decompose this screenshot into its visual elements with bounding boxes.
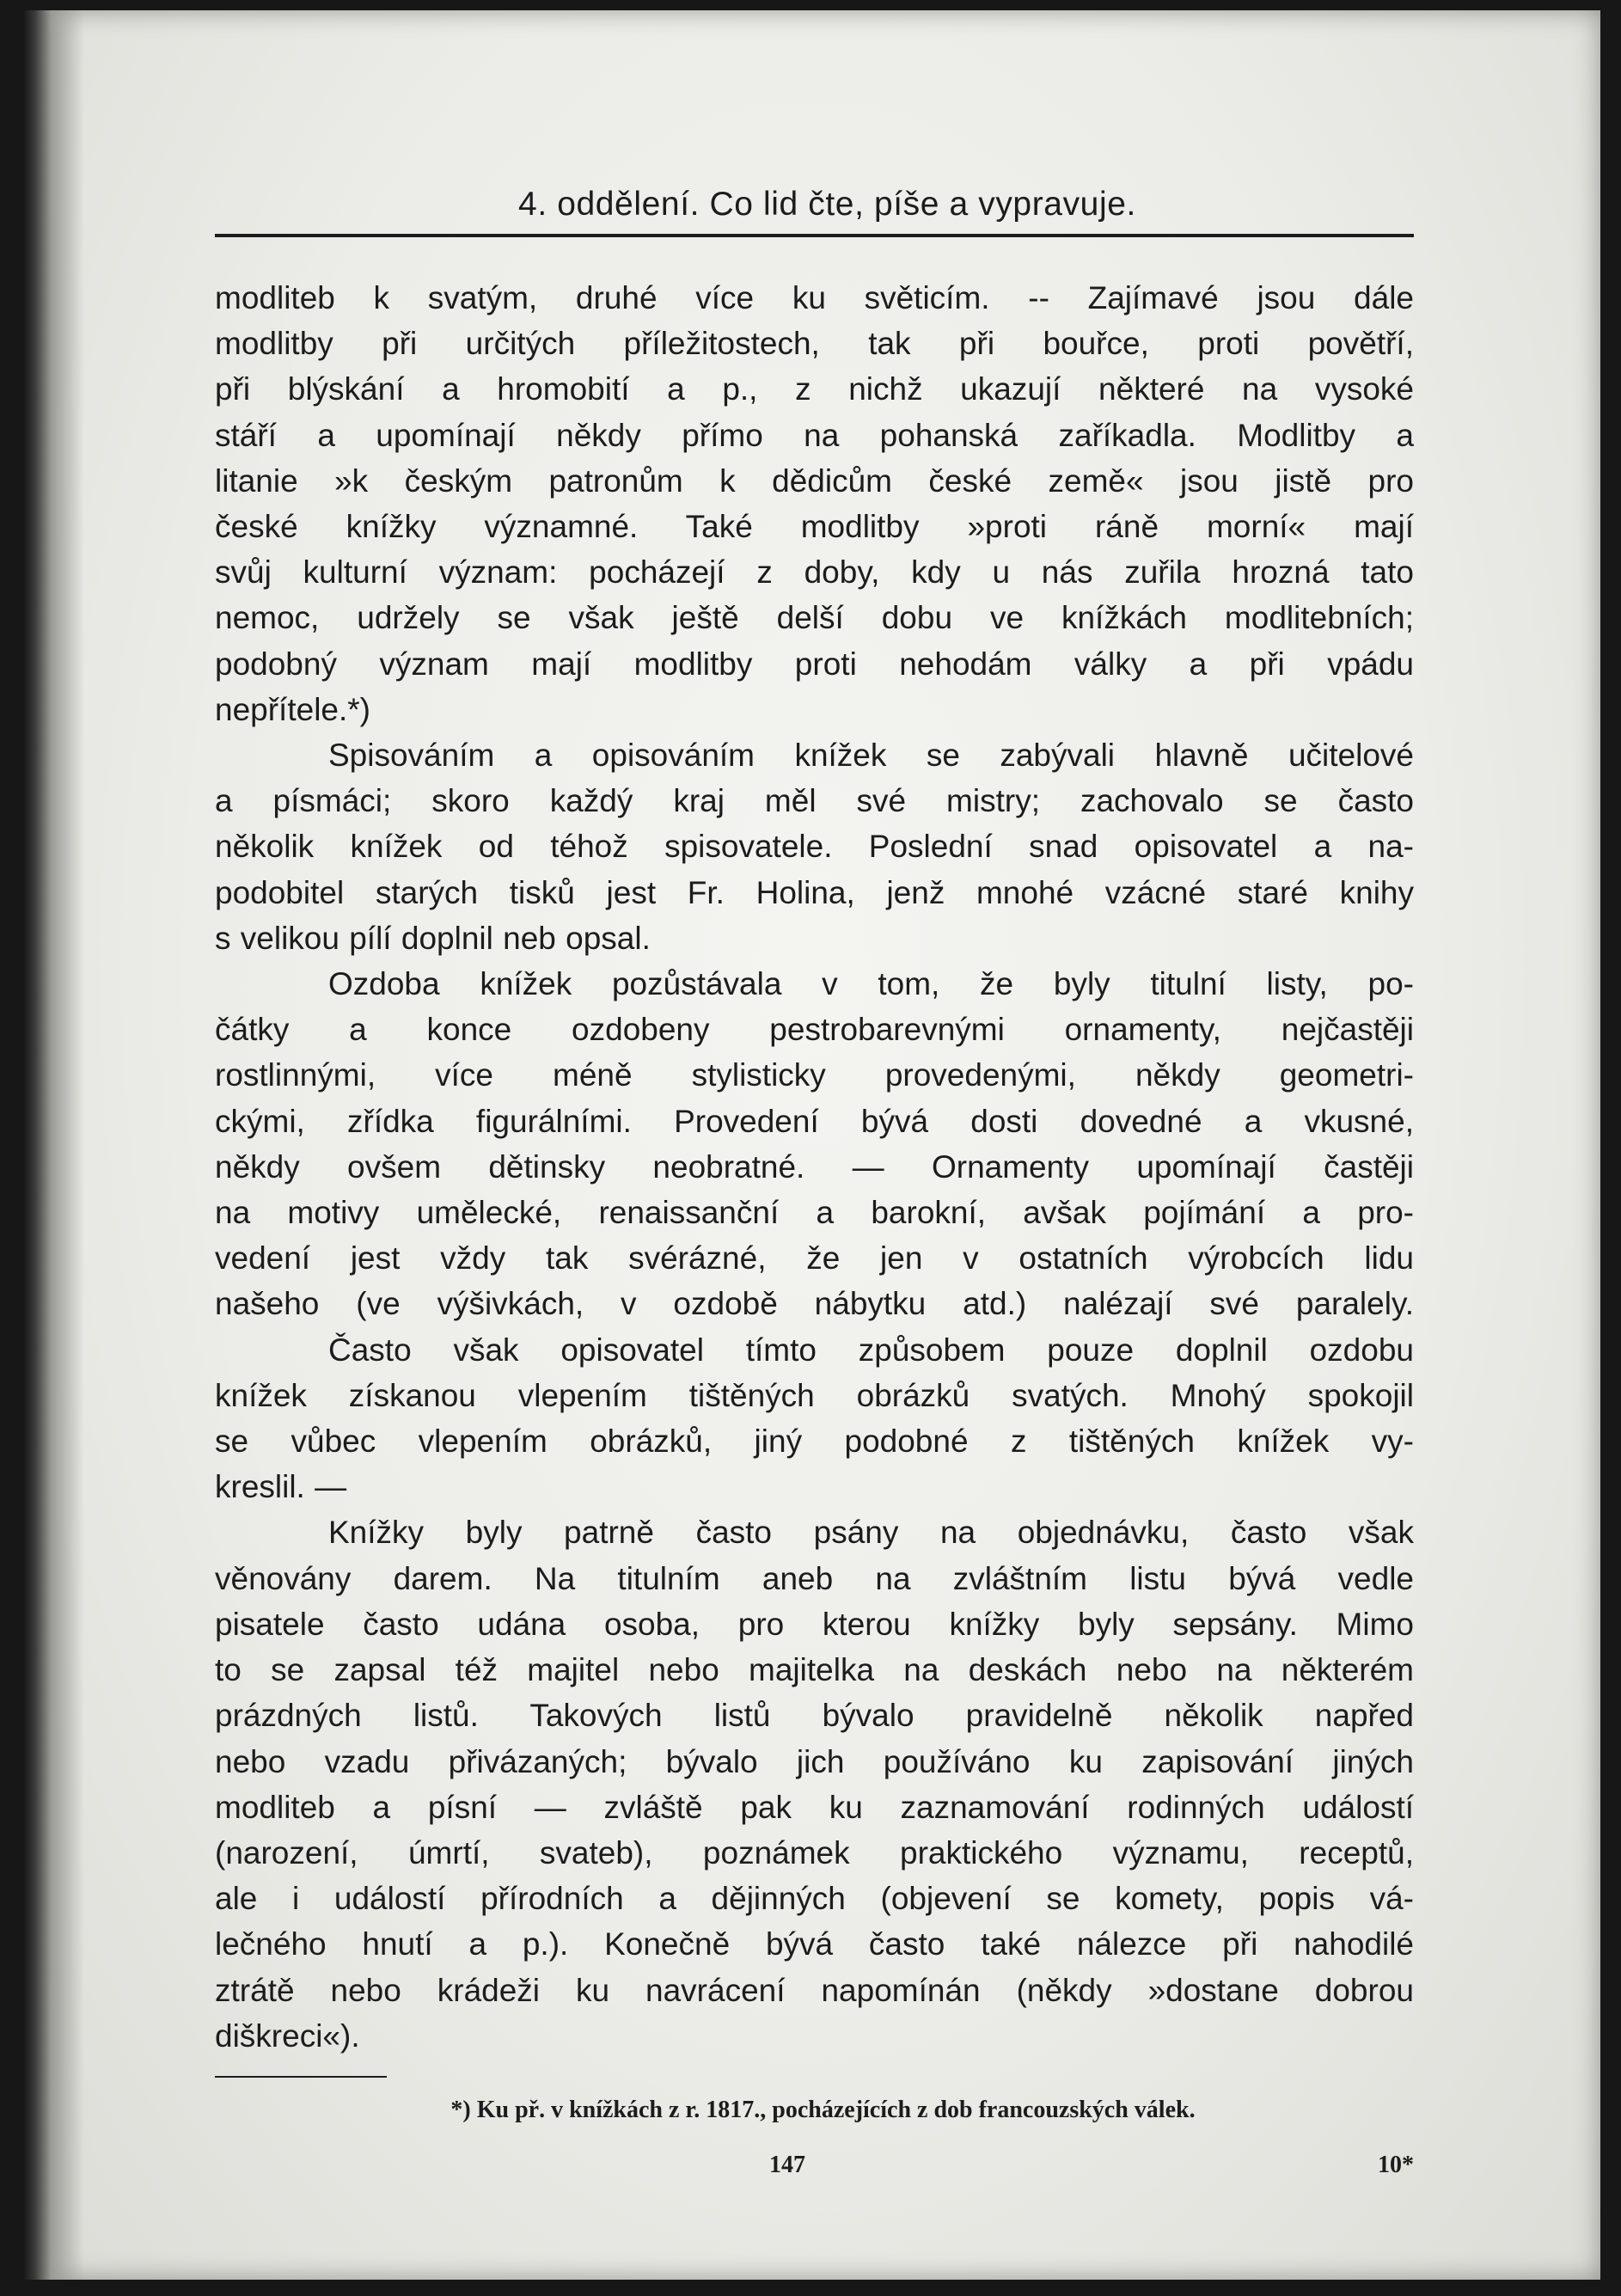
paragraph-start-line: Často však opisovatel tímto způsobem pouze doplnil ozdobu bbox=[328, 1332, 1414, 1368]
footnote-rule bbox=[215, 2076, 387, 2078]
text-line: s velikou pílí doplnil neb opsal. bbox=[215, 920, 651, 956]
body-text bbox=[215, 275, 1414, 2059]
text-line: litanie »k českým patronům k dědicům české země« jsou jistě pro bbox=[215, 462, 1414, 499]
page-footer bbox=[215, 2152, 1414, 2186]
page-body bbox=[215, 182, 1414, 2186]
text-line: podobitel starých tisků jest Fr. Holina, jenž mnohé vzácné staré knihy bbox=[215, 874, 1414, 910]
page-binding-edge bbox=[24, 10, 84, 2280]
text-line: české knížky významné. Také modlitby »proti ráně morní« mají bbox=[215, 509, 1414, 545]
text-line: pisatele často udána osoba, pro kterou knížky byly sepsány. Mimo bbox=[215, 1606, 1414, 1642]
paragraph-start-line: Spisováním a opisováním knížek se zabývali hlavně učitelové bbox=[328, 738, 1414, 774]
text-line: a písmáci; skoro každý kraj měl své mistry; zachovalo se často bbox=[215, 783, 1414, 819]
text-line: podobný význam mají modlitby proti nehodám války a při vpádu bbox=[215, 646, 1414, 682]
text-line: se vůbec vlepením obrázků, jiný podobné z tištěných knížek vy- bbox=[215, 1424, 1414, 1460]
text-line: modliteb k svatým, druhé více ku světicím. -- Zajímavé jsou dále bbox=[215, 280, 1414, 315]
text-line: ale i událostí přírodních a dějinných (objevení se komety, popis vá- bbox=[215, 1881, 1414, 1917]
scanned-page bbox=[24, 10, 1600, 2280]
text-line: kreslil. — bbox=[215, 1469, 347, 1505]
text-line: ztrátě nebo krádeži ku navrácení napomínán (někdy »dostane dobrou bbox=[215, 1972, 1414, 2008]
text-line: svůj kulturní význam: pocházejí z doby, kdy u nás zuřila hrozná tato bbox=[215, 554, 1414, 591]
header-rule bbox=[215, 234, 1414, 237]
text-line: lečného hnutí a p.). Konečně bývá často také nálezce při nahodilé bbox=[215, 1926, 1414, 1962]
text-line: nebo vzadu přivázaných; bývalo jich používáno ku zapisování jiných bbox=[215, 1743, 1414, 1779]
text-line: několik knížek od téhož spisovatele. Poslední snad opisovatel a na- bbox=[215, 829, 1414, 865]
text-line: vedení jest vždy tak svérázné, že jen v ostatních výrobcích lidu bbox=[215, 1240, 1414, 1277]
text-line: někdy ovšem dětinsky neobratné. — Ornamenty upomínají častěji bbox=[215, 1148, 1414, 1185]
paragraph-start-line: Ozdoba knížek pozůstávala v tom, že byly titulní listy, po- bbox=[328, 966, 1414, 1002]
paragraph-start-line: Knížky byly patrně často psány na objednávku, často však bbox=[328, 1515, 1414, 1551]
text-line: na motivy umělecké, renaissanční a barokní, avšak pojímání a pro- bbox=[215, 1195, 1414, 1231]
text-line: modlitby při určitých příležitostech, tak při bouřce, proti povětří, bbox=[215, 326, 1414, 362]
footnote: *) Ku př. v knížkách z r. 1817., pocházejících z dob francouzských válek. bbox=[450, 2096, 1196, 2123]
text-line: nemoc, udržely se však ještě delší dobu ve knížkách modlitebních; bbox=[215, 600, 1414, 636]
text-line: věnovány darem. Na titulním aneb na zvláštním listu bývá vedle bbox=[215, 1560, 1414, 1596]
text-line: při blýskání a hromobití a p., z nichž ukazují některé na vysoké bbox=[215, 371, 1414, 407]
text-line: prázdných listů. Takových listů bývalo pravidelně několik napřed bbox=[215, 1698, 1414, 1734]
page-number: 147 bbox=[769, 2151, 805, 2178]
text-line: modliteb a písní — zvláště pak ku zaznamování rodinných událostí bbox=[215, 1789, 1414, 1825]
text-line: knížek získanou vlepením tištěných obrázků svatých. Mnohý spokojil bbox=[215, 1377, 1414, 1413]
text-line: to se zapsal též majitel nebo majitelka na deskách nebo na některém bbox=[215, 1652, 1414, 1688]
running-header: 4. oddělení. Co lid čte, píše a vypravuje. bbox=[518, 186, 1136, 223]
text-line: nepřítele.*) bbox=[215, 691, 370, 727]
text-line: diškreci«). bbox=[215, 2017, 360, 2054]
text-line: (narození, úmrtí, svateb), poznámek praktického významu, receptů, bbox=[215, 1834, 1414, 1870]
text-line: našeho (ve výšivkách, v ozdobě nábytku atd.) nalézají své paralely. bbox=[215, 1286, 1414, 1322]
text-line: čátky a konce ozdobeny pestrobarevnými ornamenty, nejčastěji bbox=[215, 1012, 1414, 1048]
text-line: stáří a upomínají někdy přímo na pohanská zaříkadla. Modlitby a bbox=[215, 417, 1414, 453]
text-line: rostlinnými, více méně stylisticky provedenými, někdy geometri- bbox=[215, 1057, 1414, 1093]
signature-mark: 10* bbox=[1378, 2151, 1414, 2178]
text-line: ckými, zřídka figurálními. Provedení bývá dosti dovedné a vkusné, bbox=[215, 1103, 1414, 1139]
